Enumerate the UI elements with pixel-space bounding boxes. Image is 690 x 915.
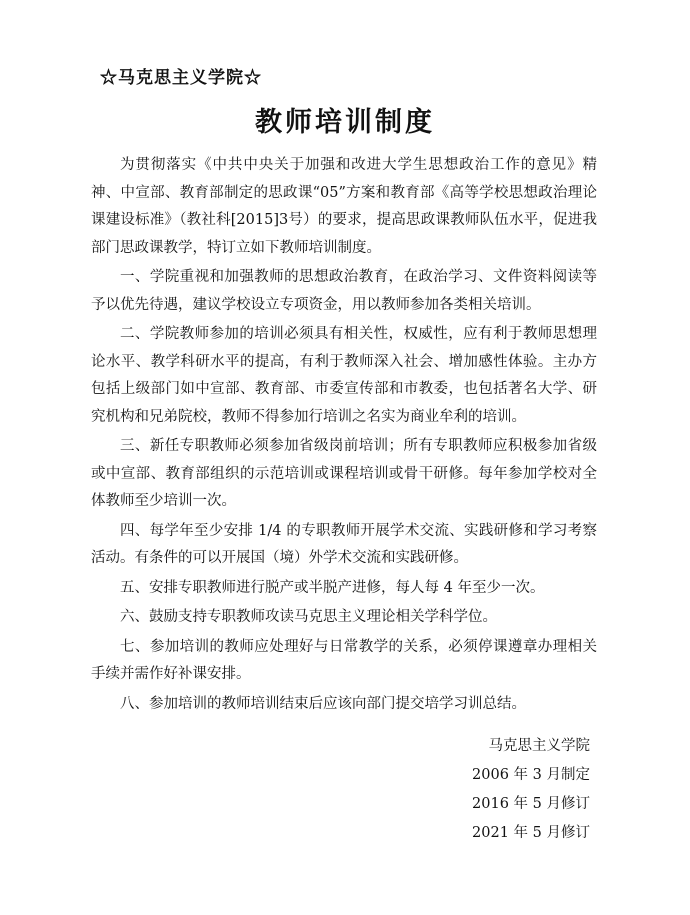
clause-paragraph: 六、鼓励支持专职教师攻读马克思主义理论相关学科学位。	[120, 609, 497, 625]
signature-org: 马克思主义学院	[488, 738, 590, 754]
document-body	[91, 152, 597, 720]
signature-date: 2021 年 5 月修订	[472, 825, 590, 841]
clause-paragraph: 三、新任专职教师必须参加省级岗前培训；所有专职教师应积极参加省级或中宣部、教育部组织的示范培训或课程培训或骨干研修。每年参加学校对全体教师至少培训一次。	[91, 438, 597, 509]
org-header: ☆马克思主义学院☆	[100, 68, 262, 88]
document-title: 教师培训制度	[255, 107, 435, 138]
intro-paragraph: 为贯彻落实《中共中央关于加强和改进大学生思想政治工作的意见》精神、中宣部、教育部制定的思政课“05”方案和教育部《高等学校思想政治理论课建设标准》（教社科[2015]3号）的要求，提高思政课教师队伍水平，促进我部门思政课教学，特订立如下教师培训制度。	[91, 157, 597, 256]
signature-date: 2006 年 3 月制定	[472, 767, 590, 783]
signature-block	[472, 733, 590, 849]
clause-paragraph: 一、学院重视和加强教师的思想政治教育，在政治学习、文件资料阅读等予以优先待遇，建议学校设立专项资金，用以教师参加各类相关培训。	[91, 269, 597, 313]
clause-paragraph: 七、参加培训的教师应处理好与日常教学的关系，必须停课遵章办理相关手续并需作好补课安排。	[91, 638, 597, 682]
clause-paragraph: 四、每学年至少安排 1/4 的专职教师开展学术交流、实践研修和学习考察活动。有条件的可以开展国（境）外学术交流和实践研修。	[91, 522, 597, 566]
clause-paragraph: 五、安排专职教师进行脱产或半脱产进修，每人每 4 年至少一次。	[120, 579, 545, 596]
clause-paragraph: 八、参加培训的教师培训结束后应该向部门提交培学习训总结。	[120, 695, 526, 712]
signature-date: 2016 年 5 月修订	[472, 796, 590, 812]
clause-paragraph: 二、学院教师参加的培训必须具有相关性，权威性，应有利于教师思想理论水平、教学科研水平的提高，有利于教师深入社会、增加感性体验。主办方包括上级部门如中宣部、教育部、市委宣传部和市教委，也包括著名大学、研究机构和兄弟院校，教师不得参加行培训之名实为商业牟利的培训。	[91, 326, 597, 425]
